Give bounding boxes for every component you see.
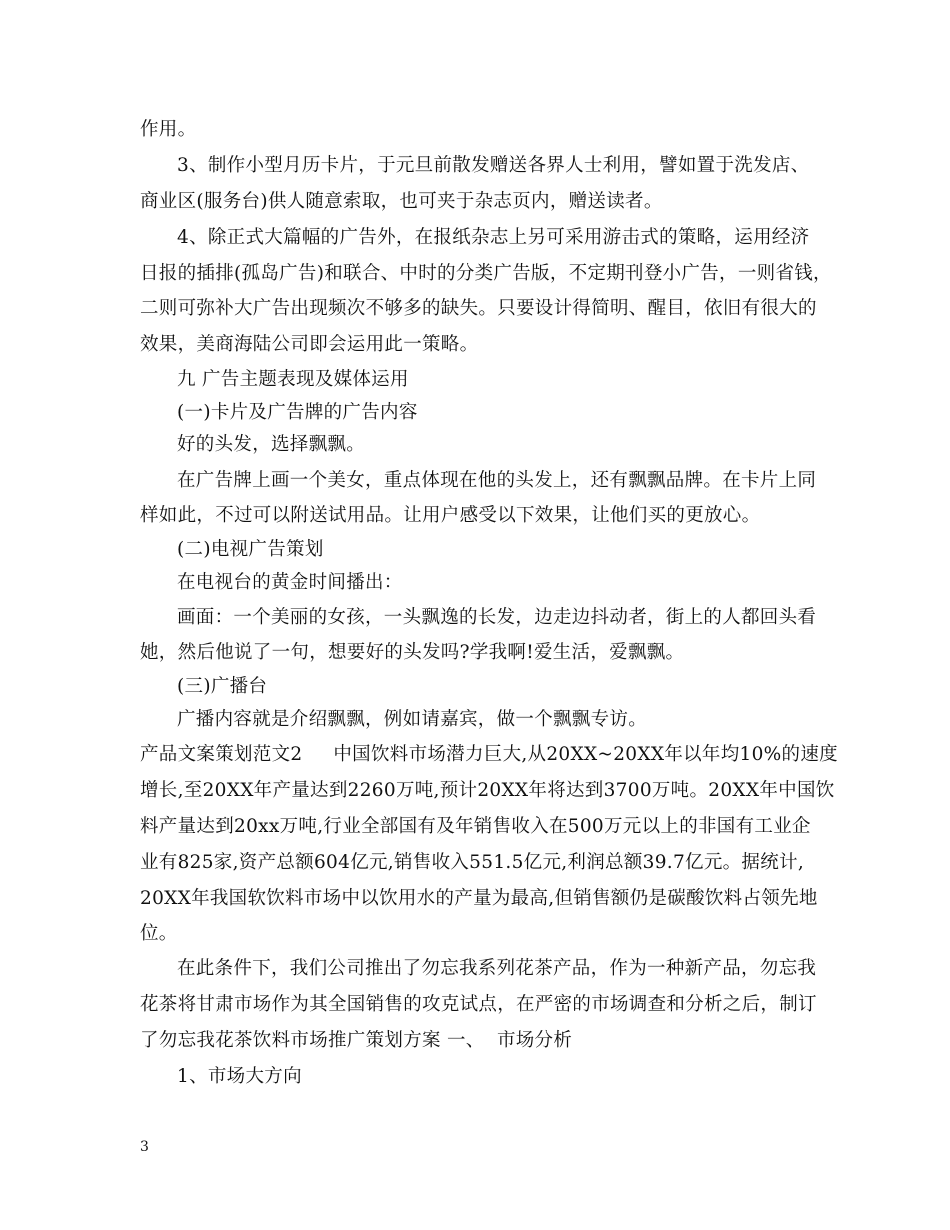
text-line: 4、除正式大篇幅的广告外，在报纸杂志上另可采用游击式的策略，运用经济 (177, 227, 810, 248)
text-line: 好的头发，选择飘飘。 (177, 434, 366, 455)
text-line: 画面：一个美丽的女孩，一头飘逸的长发，边走边抖动者，街上的人都回头看 (177, 607, 817, 628)
text-line: 了勿忘我花茶饮料市场推广策划方案 一、 市场分析 (140, 1030, 573, 1051)
text-line: 产品文案策划范文2 中国饮料市场潜力巨大,从20XX~20XX年以年均10%的速度 (140, 744, 838, 765)
subsection-heading: (二)电视广告策划 (177, 539, 324, 560)
text-line: 增长,至20XX年产量达到2260万吨,预计20XX年将达到3700万吨。20XX年中国饮 (140, 780, 835, 801)
text-line: 作用。 (140, 119, 197, 140)
text-line: 日报的插排(孤岛广告)和联合、中时的分类广告版，不定期刊登小广告，一则省钱， (140, 263, 832, 284)
text-line: 效果，美商海陆公司即会运用此一策略。 (140, 334, 479, 355)
text-line: 商业区(服务台)供人随意索取，也可夹于杂志页内，赠送读者。 (140, 191, 663, 212)
text-line: 20XX年我国软饮料市场中以饮用水的产量为最高,但销售额仍是碳酸饮料占领先地 (140, 888, 818, 909)
text-line: 花茶将甘肃市场作为其全国销售的攻克试点，在严密的市场调查和分析之后，制订 (140, 994, 817, 1015)
text-line: 料产量达到20xx万吨,行业全部国有及年销售收入在500万元以上的非国有工业企 (140, 816, 811, 837)
subsection-heading: (三)广播台 (177, 676, 268, 697)
text-line: 业有825家,资产总额604亿元,销售收入551.5亿元,利润总额39.7亿元。据统计, (140, 852, 804, 873)
text-line: 她，然后他说了一句，想要好的头发吗?学我啊!爱生活，爱飘飘。 (140, 642, 685, 663)
text-line: 1、市场大方向 (177, 1066, 302, 1087)
text-line: 位。 (140, 923, 178, 944)
page-number: 3 (140, 1139, 149, 1155)
text-line: 在广告牌上画一个美女，重点体现在他的头发上，还有飘飘品牌。在卡片上同 (177, 470, 817, 491)
text-line: 在电视台的黄金时间播出： (177, 572, 403, 593)
text-line: 样如此，不过可以附送试用品。让用户感受以下效果，让他们买的更放心。 (140, 505, 761, 526)
text-line: 在此条件下，我们公司推出了勿忘我系列花茶产品，作为一种新产品，勿忘我 (177, 958, 817, 979)
subsection-heading: (一)卡片及广告牌的广告内容 (177, 402, 418, 423)
text-line: 二则可弥补大广告出现频次不够多的缺失。只要设计得简明、醒目，依旧有很大的 (140, 298, 817, 319)
section-heading: 九 广告主题表现及媒体运用 (177, 369, 409, 390)
text-line: 3、制作小型月历卡片，于元旦前散发赠送各界人士利用，譬如置于洗发店、 (177, 155, 810, 176)
text-line: 广播内容就是介绍飘飘，例如请嘉宾，做一个飘飘专访。 (177, 709, 648, 730)
